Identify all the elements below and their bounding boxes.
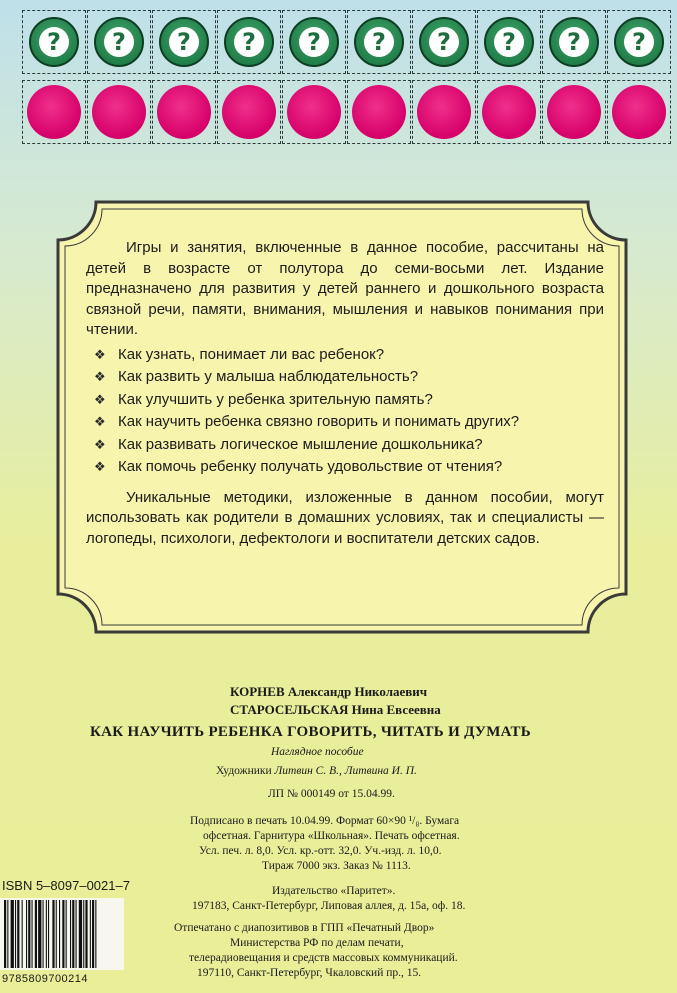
print-details-2: офсетная. Гарнитура «Школьная». Печать офсетная. bbox=[203, 830, 460, 842]
pink-circle-icon bbox=[417, 85, 471, 139]
pink-circle-card bbox=[412, 80, 476, 144]
license-line: ЛП № 000149 от 15.04.99. bbox=[268, 788, 395, 800]
print-details-1: Подписано в печать 10.04.99. Формат 60×90 ¹/₈. Бумага bbox=[190, 815, 460, 827]
isbn-label: ISBN 5–8097–0021–7 bbox=[2, 878, 130, 893]
diamond-bullet-icon: ❖ bbox=[94, 369, 106, 384]
question-card bbox=[542, 10, 606, 74]
pink-circle-icon bbox=[222, 85, 276, 139]
pink-circle-icon bbox=[157, 85, 211, 139]
printer-line-1: Отпечатано с диапозитивов в ГПП «Печатный Двор» bbox=[174, 922, 435, 934]
author-2: СТАРОСЕЛЬСКАЯ Нина Евсеевна bbox=[230, 702, 441, 717]
printer-line-3: телерадиовещания и средств массовых коммуникаций. bbox=[189, 952, 458, 964]
barcode bbox=[0, 898, 124, 970]
question-text: Как развивать логическое мышление дошкольника? bbox=[118, 435, 483, 453]
pink-circle-card bbox=[542, 80, 606, 144]
author-1: КОРНЕВ Александр Николаевич bbox=[230, 684, 428, 699]
panel-content bbox=[86, 238, 604, 549]
publisher-address: 197183, Санкт-Петербург, Липовая аллея, д. 15а, оф. 18. bbox=[192, 900, 466, 912]
pink-circle-card bbox=[347, 80, 411, 144]
printer-line-4: 197110, Санкт-Петербург, Чкаловский пр., 15. bbox=[197, 967, 422, 979]
pink-circle-card bbox=[477, 80, 541, 144]
question-mark: ? bbox=[494, 27, 524, 57]
question-card bbox=[152, 10, 216, 74]
book-title: КАК НАУЧИТЬ РЕБЕНКА ГОВОРИТЬ, ЧИТАТЬ И ДУМАТЬ bbox=[90, 724, 531, 740]
pink-circle-icon bbox=[27, 85, 81, 139]
question-text: Как улучшить у ребенка зрительную память? bbox=[118, 390, 433, 408]
diamond-bullet-icon: ❖ bbox=[94, 436, 106, 452]
question-card bbox=[217, 10, 281, 74]
pink-circle-card bbox=[152, 80, 216, 144]
publisher-name: Издательство «Паритет». bbox=[272, 885, 396, 897]
pink-circle-card bbox=[22, 80, 86, 144]
question-text: Как узнать, понимает ли вас ребенок? bbox=[118, 345, 385, 363]
artists-line bbox=[216, 765, 417, 777]
question-mark: ? bbox=[104, 27, 134, 57]
question-mark: ? bbox=[559, 27, 589, 57]
question-mark: ? bbox=[364, 27, 394, 57]
pink-circle-icon bbox=[612, 85, 666, 139]
question-circle-icon bbox=[94, 17, 144, 67]
question-circle-icon bbox=[419, 17, 469, 67]
book-subtitle: Наглядное пособие bbox=[271, 746, 364, 758]
question-text: Как научить ребенка связно говорить и понимать других? bbox=[118, 413, 520, 430]
pink-circle-icon bbox=[92, 85, 146, 139]
question-item bbox=[86, 367, 604, 390]
question-circle-icon bbox=[224, 17, 274, 67]
question-circle-icon bbox=[289, 17, 339, 67]
question-circle-icon bbox=[484, 17, 534, 67]
question-card bbox=[22, 10, 86, 74]
question-text: Как развить у малыша наблюдательность? bbox=[118, 368, 419, 385]
artists-names: Литвин С. В., Литвина И. П. bbox=[274, 765, 417, 777]
description-panel bbox=[56, 200, 628, 634]
printer-line-2: Министерства РФ по делам печати, bbox=[230, 937, 404, 949]
question-circle-icon bbox=[614, 17, 664, 67]
question-mark: ? bbox=[234, 27, 264, 57]
question-item bbox=[86, 457, 604, 480]
question-circle-icon bbox=[159, 17, 209, 67]
question-item bbox=[86, 390, 604, 413]
question-mark: ? bbox=[169, 27, 199, 57]
question-card-row bbox=[22, 10, 674, 74]
print-details-4: Тираж 7000 экз. Заказ № 1113. bbox=[262, 860, 411, 872]
top-card-strip bbox=[22, 10, 674, 144]
pink-circle-card bbox=[87, 80, 151, 144]
question-item bbox=[86, 345, 604, 368]
question-card bbox=[412, 10, 476, 74]
pink-circle-card bbox=[217, 80, 281, 144]
question-item bbox=[86, 412, 604, 435]
diamond-bullet-icon: ❖ bbox=[94, 346, 106, 362]
question-card bbox=[607, 10, 671, 74]
pink-circle-icon bbox=[352, 85, 406, 139]
question-mark: ? bbox=[39, 27, 69, 57]
diamond-bullet-icon: ❖ bbox=[94, 459, 106, 474]
closing-paragraph: Уникальные методики, изложенные в данном пособии, могут использовать как родители в домашних условиях, так и специалисты — логопеды, психологи, дефектологи и воспитатели детских садов. bbox=[86, 488, 604, 547]
artists-label: Художники bbox=[216, 765, 272, 777]
question-card bbox=[477, 10, 541, 74]
pink-circle-card bbox=[282, 80, 346, 144]
pink-circle-row bbox=[22, 80, 674, 144]
diamond-bullet-icon: ❖ bbox=[94, 414, 106, 429]
question-card bbox=[87, 10, 151, 74]
question-circle-icon bbox=[354, 17, 404, 67]
pink-circle-icon bbox=[547, 85, 601, 139]
question-circle-icon bbox=[29, 17, 79, 67]
question-item bbox=[86, 435, 604, 458]
print-details-3: Усл. печ. л. 8,0. Усл. кр.-отт. 32,0. Уч.-изд. л. 10,0. bbox=[199, 845, 442, 857]
question-text: Как помочь ребенку получать удовольствие от чтения? bbox=[118, 458, 503, 475]
intro-paragraph: Игры и занятия, включенные в данное пособие, рассчитаны на детей в возрасте от полутора до семи-восьми лет. Издание предназначено для развития у детей раннего и дошкольного возраста связной речи, памяти, внимания, мышления и навыков понимания при чтении. bbox=[86, 239, 604, 338]
barcode-bars bbox=[0, 898, 124, 970]
barcode-digits: 9785809700214 bbox=[2, 973, 89, 985]
question-mark: ? bbox=[624, 27, 654, 57]
pink-circle-icon bbox=[287, 85, 341, 139]
question-card bbox=[347, 10, 411, 74]
question-card bbox=[282, 10, 346, 74]
pink-circle-icon bbox=[482, 85, 536, 139]
question-list bbox=[86, 345, 604, 480]
question-circle-icon bbox=[549, 17, 599, 67]
question-mark: ? bbox=[299, 27, 329, 57]
diamond-bullet-icon: ❖ bbox=[94, 391, 106, 407]
pink-circle-card bbox=[607, 80, 671, 144]
question-mark: ? bbox=[429, 27, 459, 57]
